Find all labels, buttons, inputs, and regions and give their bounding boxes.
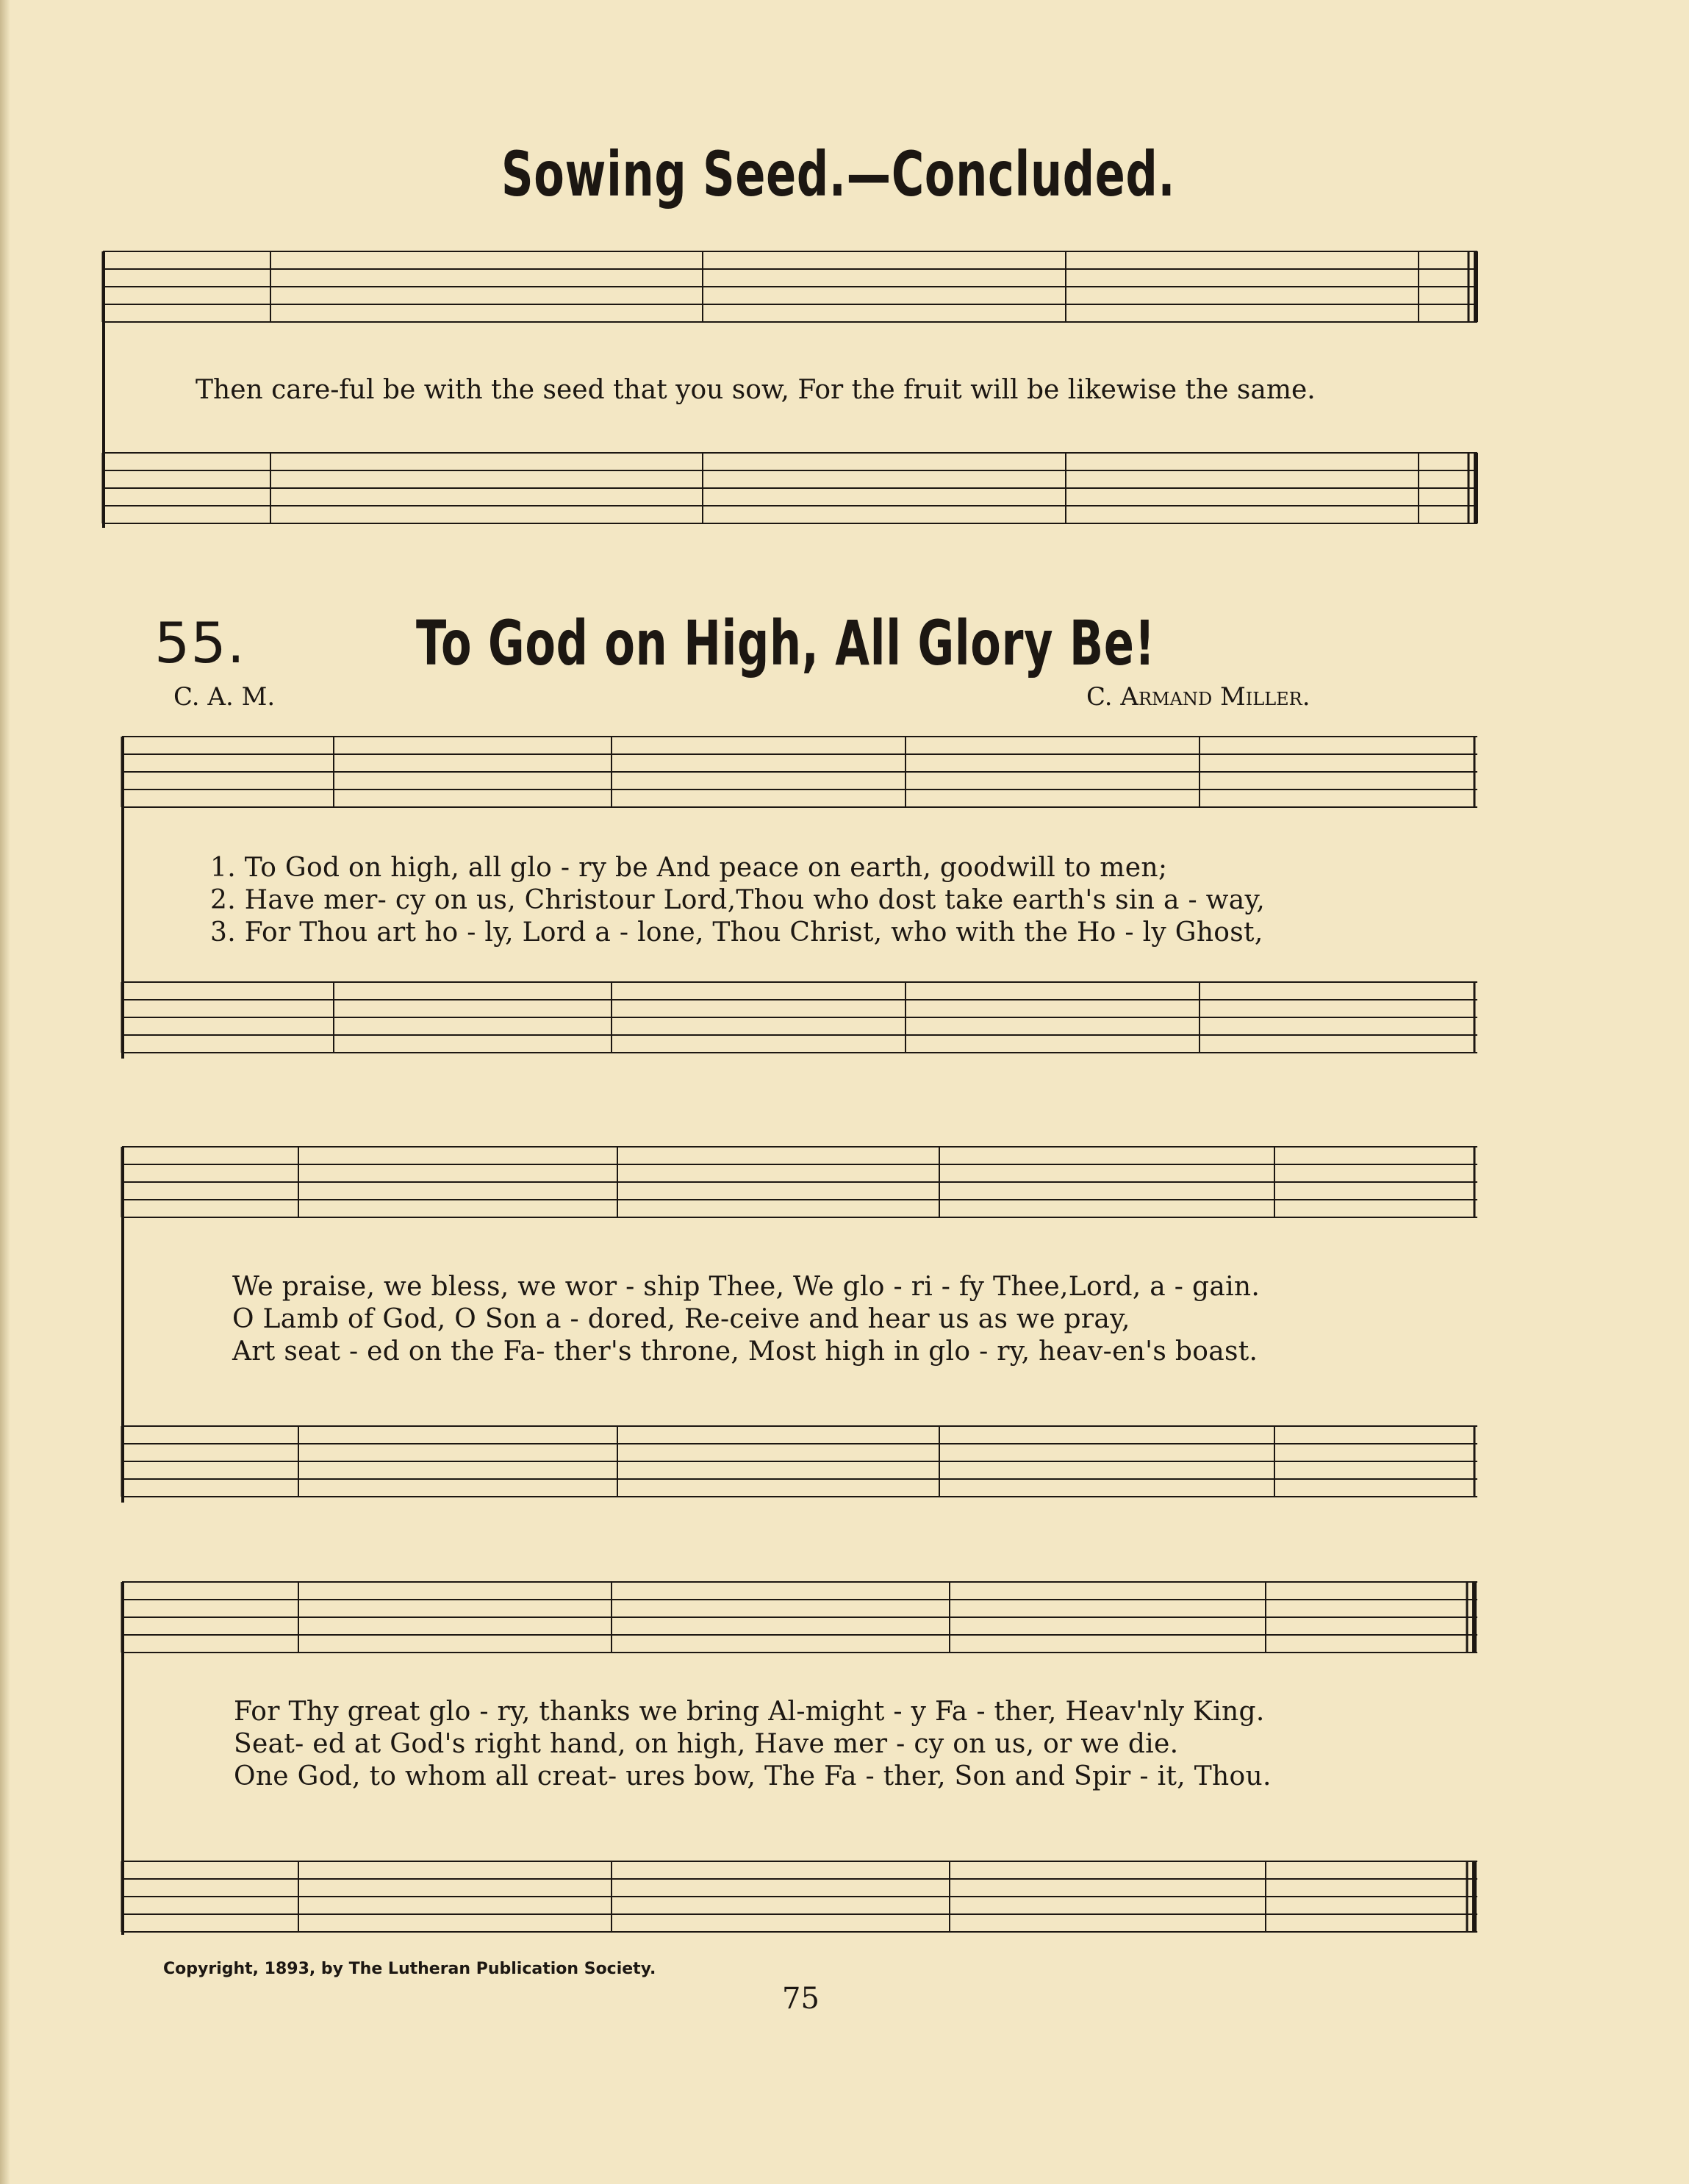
concluded-title: Sowing Seed.—Concluded. xyxy=(501,138,1176,210)
system3-verse2: Seat- ed at God's right hand, on high, Have mer - cy on us, or we die. xyxy=(234,1729,1179,1759)
page-number: 75 xyxy=(782,1982,820,2016)
system3-bass-staff xyxy=(122,1861,1477,1938)
hymn-system-braces xyxy=(121,737,125,1935)
system2-verse2: O Lamb of God, O Son a - dored, Re-ceive and hear us as we pray, xyxy=(232,1304,1130,1334)
hymn-number: 55. xyxy=(154,610,245,676)
concluded-lyric: Then care-ful be with the seed that you sow, For the fruit will be likewise the same. xyxy=(196,375,1316,405)
system2-bass-staff xyxy=(122,1426,1477,1503)
hymn-title: To God on High, All Glory Be! xyxy=(416,607,1155,679)
concluded-treble-staff xyxy=(103,251,1477,328)
system1-verse1: 1. To God on high, all glo - ry be And peace on earth, goodwill to men; xyxy=(210,853,1168,883)
system1-verse3: 3. For Thou art ho - ly, Lord a - lone, Thou Christ, who with the Ho - ly Ghost, xyxy=(210,917,1263,948)
page-spine-shadow xyxy=(0,0,10,2184)
copyright-notice: Copyright, 1893, by The Lutheran Publication Society. xyxy=(163,1960,656,1978)
system3-treble-staff xyxy=(122,1582,1477,1658)
system2-verse1: We praise, we bless, we wor - ship Thee, We glo - ri - fy Thee,Lord, a - gain. xyxy=(232,1272,1261,1302)
concluded-bass-staff xyxy=(103,453,1477,529)
concluded-system-brace xyxy=(101,251,106,528)
system3-verse3: One God, to whom all creat- ures bow, The Fa - ther, Son and Spir - it, Thou. xyxy=(234,1761,1272,1791)
system1-verse2: 2. Have mer- cy on us, Christour Lord,Thou who dost take earth's sin a - way, xyxy=(210,885,1266,915)
system1-treble-staff xyxy=(122,737,1477,813)
hymn-composer: C. Armand Miller. xyxy=(1086,682,1310,712)
hymn-author: C. A. M. xyxy=(173,682,276,712)
system2-treble-staff xyxy=(122,1147,1477,1223)
system3-verse1: For Thy great glo - ry, thanks we bring Al-might - y Fa - ther, Heav'nly King. xyxy=(234,1697,1265,1727)
system1-bass-staff xyxy=(122,982,1477,1059)
system2-verse3: Art seat - ed on the Fa- ther's throne, Most high in glo - ry, heav-en's boast. xyxy=(232,1336,1258,1367)
